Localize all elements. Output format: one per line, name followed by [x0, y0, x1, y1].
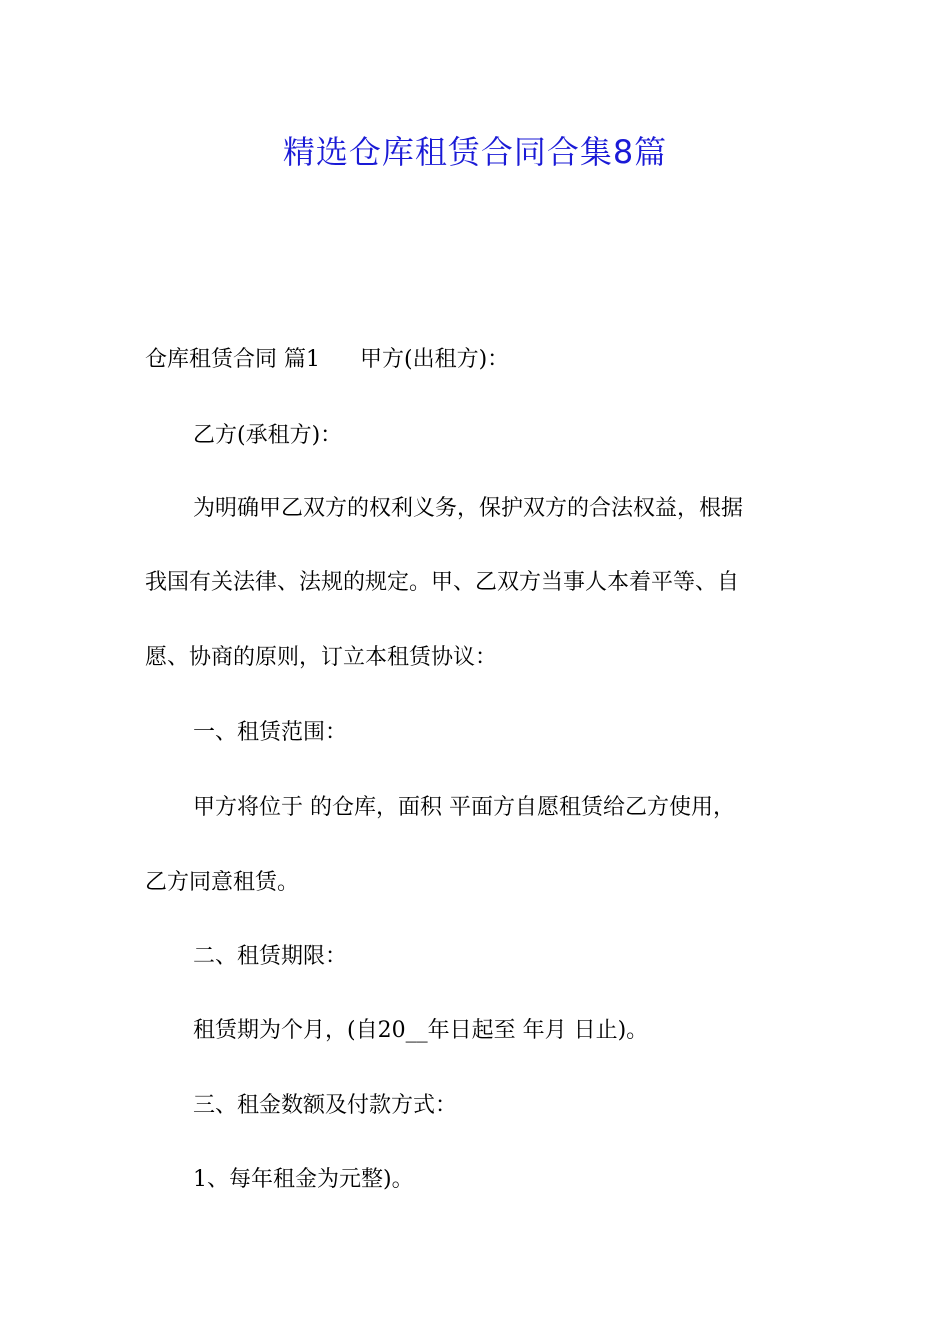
- paragraph-line: 甲方将位于 的仓库，面积 平面方自愿租赁给乙方使用，: [193, 795, 735, 820]
- contract-heading-line: [145, 345, 509, 375]
- party-b-label: 乙方(承租方)：: [193, 423, 343, 448]
- paragraph-line: 为明确甲乙双方的权利义务，保护双方的合法权益，根据: [193, 496, 744, 521]
- document-title: 精选仓库租赁合同合集8篇: [282, 133, 668, 171]
- section-heading: 二、租赁期限：: [193, 944, 348, 969]
- contract-heading: 仓库租赁合同 篇1: [145, 347, 320, 372]
- paragraph-line: 租赁期为个月，(自20__年日起至 年月 日止)。: [193, 1018, 649, 1043]
- paragraph-line: 我国有关法律、法规的规定。甲、乙双方当事人本着平等、自: [145, 570, 740, 595]
- paragraph-line: 愿、协商的原则，订立本租赁协议：: [145, 645, 498, 670]
- section-heading: 一、租赁范围：: [193, 720, 348, 745]
- section-heading: 三、租金数额及付款方式：: [193, 1093, 458, 1118]
- paragraph-line: 乙方同意租赁。: [145, 870, 300, 895]
- paragraph-line: 1、每年租金为元整)。: [193, 1167, 414, 1192]
- party-a-label: 甲方(出租方)：: [360, 347, 510, 372]
